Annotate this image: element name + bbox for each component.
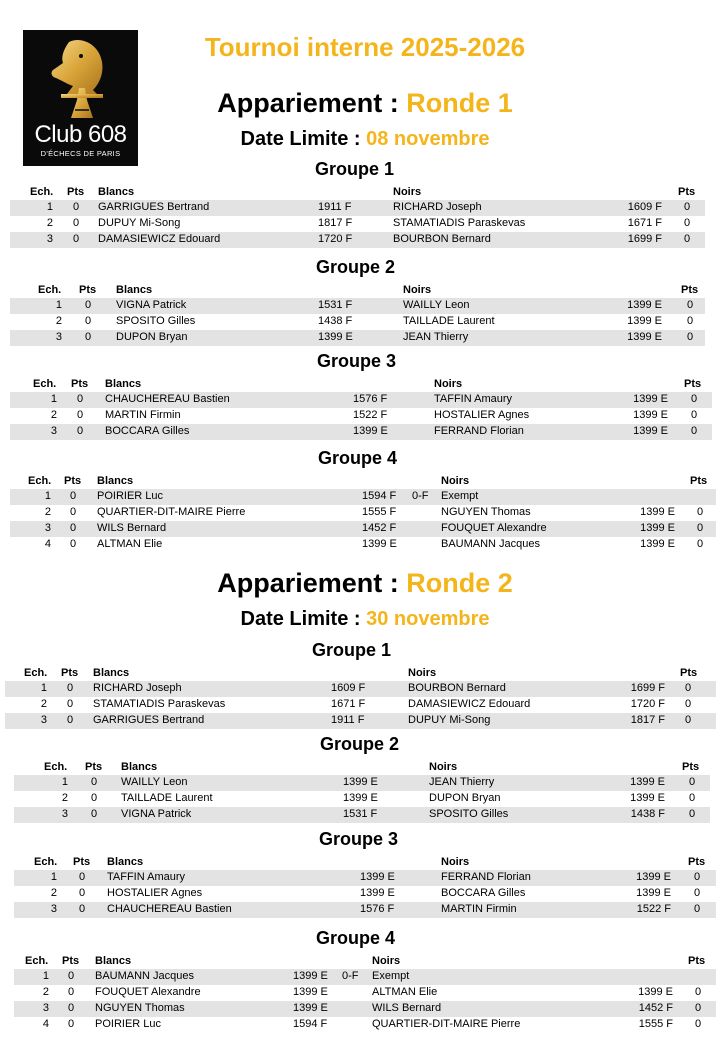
table-row — [10, 408, 712, 424]
white-player-rating: 1399 E — [360, 871, 395, 883]
white-points: 0 — [67, 698, 74, 710]
black-player-name: FERRAND Florian — [434, 425, 524, 437]
white-player-rating: 1399 E — [293, 970, 328, 982]
white-points: 0 — [85, 331, 92, 343]
white-player-name: WAILLY Leon — [121, 776, 188, 788]
white-player-rating: 1399 E — [360, 887, 395, 899]
black-player-name: DUPUY Mi-Song — [408, 714, 491, 726]
header-board: Ech. — [28, 475, 52, 487]
white-player-name: ALTMAN Elie — [97, 538, 163, 550]
header-points: Pts — [62, 955, 80, 967]
black-player-name: BOURBON Bernard — [393, 233, 491, 245]
board-number: 2 — [42, 986, 49, 998]
black-player-rating: 1438 F — [630, 808, 665, 820]
board-number: 1 — [55, 299, 62, 311]
white-player-name: POIRIER Luc — [97, 490, 164, 502]
white-points: 0 — [73, 201, 80, 213]
group-title: Groupe 3 — [319, 829, 399, 849]
white-points: 0 — [77, 393, 84, 405]
board-number: 2 — [40, 698, 47, 710]
header-points: Pts — [79, 284, 97, 296]
black-points: 0 — [697, 538, 704, 550]
table-row — [14, 985, 716, 1001]
black-player-rating: 1699 F — [627, 233, 662, 245]
table-row — [5, 697, 716, 713]
tournament-title: Tournoi interne 2025-2026 — [204, 32, 526, 62]
table-row — [14, 791, 710, 807]
table-row — [10, 424, 712, 440]
header-white: Blancs — [93, 667, 130, 679]
black-player-name: DAMASIEWICZ Edouard — [408, 698, 531, 710]
group-title: Groupe 2 — [320, 734, 400, 754]
white-points: 0 — [85, 315, 92, 327]
white-player-name: TAILLADE Laurent — [121, 792, 213, 804]
round-number-label: Ronde 1 — [406, 88, 513, 118]
white-player-rating: 1911 F — [318, 201, 352, 213]
black-points: 0 — [687, 331, 694, 343]
board-number: 1 — [50, 393, 57, 405]
deadline-heading — [0, 608, 720, 631]
header-board: Ech. — [30, 186, 54, 198]
table-row — [5, 681, 716, 697]
table-header-row — [0, 666, 720, 680]
black-player-rating: 1399 E — [630, 792, 665, 804]
white-player-rating: 1452 F — [362, 522, 397, 534]
table-row — [10, 314, 705, 330]
round-heading — [0, 88, 720, 119]
board-number: 1 — [50, 871, 57, 883]
round-heading-label: Appariement : — [217, 568, 407, 598]
header-board: Ech. — [34, 856, 58, 868]
white-player-name: BAUMANN Jacques — [95, 970, 195, 982]
header-points: Pts — [85, 761, 103, 773]
white-player-rating: 1594 F — [362, 490, 397, 502]
header-points-right: Pts — [690, 475, 708, 487]
table-row — [10, 392, 712, 408]
black-player-name: HOSTALIER Agnes — [434, 409, 530, 421]
white-player-rating: 1720 F — [318, 233, 353, 245]
logo-subtitle: D'ÉCHECS DE PARIS — [40, 149, 121, 158]
round-number-label: Ronde 2 — [406, 568, 513, 598]
header-black: Noirs — [403, 284, 432, 296]
table-row — [14, 902, 716, 918]
white-points: 0 — [73, 217, 80, 229]
header-points-right: Pts — [678, 186, 696, 198]
black-points: 0 — [697, 522, 704, 534]
white-player-name: QUARTIER-DIT-MAIRE Pierre — [97, 506, 246, 518]
black-player-name: BOURBON Bernard — [408, 682, 506, 694]
deadline-value: 30 novembre — [366, 608, 490, 630]
table-row — [10, 330, 705, 346]
white-player-name: WILS Bernard — [97, 522, 167, 534]
black-player-rating: 1399 E — [640, 538, 675, 550]
deadline-value: 08 novembre — [366, 128, 490, 150]
black-points: 0 — [689, 792, 696, 804]
board-number: 4 — [44, 538, 51, 550]
deadline-label: Date Limite : — [240, 128, 367, 150]
table-header-row — [0, 954, 720, 968]
black-player-rating: 1399 E — [627, 331, 662, 343]
white-player-name: FOUQUET Alexandre — [95, 986, 201, 998]
header-points: Pts — [73, 856, 91, 868]
white-points: 0 — [68, 970, 75, 982]
header-white: Blancs — [97, 475, 134, 487]
board-number: 3 — [61, 808, 68, 820]
white-player-name: POIRIER Luc — [95, 1018, 162, 1030]
black-player-rating: 1399 E — [630, 776, 665, 788]
black-points: 0 — [689, 776, 696, 788]
black-player-name: BOCCARA Gilles — [441, 887, 526, 899]
black-player-rating: 1399 E — [640, 506, 675, 518]
board-number: 2 — [55, 315, 62, 327]
header-points-right: Pts — [681, 284, 699, 296]
header-black: Noirs — [408, 667, 437, 679]
header-board: Ech. — [38, 284, 62, 296]
white-points: 0 — [79, 903, 86, 915]
board-number: 1 — [40, 682, 47, 694]
board-number: 4 — [42, 1018, 49, 1030]
black-points: 0 — [684, 201, 691, 213]
white-player-name: RICHARD Joseph — [93, 682, 182, 694]
header-white: Blancs — [116, 284, 153, 296]
black-player-rating: 1399 E — [638, 986, 673, 998]
round-heading — [0, 568, 720, 599]
table-header-row — [0, 760, 720, 774]
header-points-right: Pts — [684, 378, 702, 390]
board-number: 2 — [50, 409, 57, 421]
white-points: 0 — [77, 409, 84, 421]
white-points: 0 — [70, 522, 77, 534]
black-points: 0 — [687, 299, 694, 311]
header-points: Pts — [61, 667, 79, 679]
header-white: Blancs — [95, 955, 132, 967]
black-player-rating: 1399 E — [636, 871, 671, 883]
black-points: 0 — [694, 903, 701, 915]
white-player-name: VIGNA Patrick — [116, 299, 187, 311]
black-player-rating: 1522 F — [636, 903, 671, 915]
black-points: 0 — [685, 698, 692, 710]
white-points: 0 — [70, 538, 77, 550]
white-player-rating: 1522 F — [353, 409, 388, 421]
white-points: 0 — [91, 808, 98, 820]
group-title: Groupe 2 — [316, 257, 396, 277]
white-player-rating: 1399 E — [343, 776, 378, 788]
game-result: 0-F — [412, 490, 429, 502]
white-points: 0 — [79, 871, 86, 883]
game-result: 0-F — [342, 970, 359, 982]
black-player-rating: 1699 F — [630, 682, 665, 694]
black-player-name: FOUQUET Alexandre — [441, 522, 547, 534]
header-points-right: Pts — [688, 955, 706, 967]
white-points: 0 — [68, 1002, 75, 1014]
white-player-rating: 1576 F — [360, 903, 395, 915]
header-board: Ech. — [33, 378, 57, 390]
table-header-row — [0, 185, 720, 199]
black-player-rating: 1399 E — [633, 409, 668, 421]
header-white: Blancs — [105, 378, 142, 390]
black-player-rating: 1720 F — [630, 698, 665, 710]
table-row — [10, 489, 716, 505]
white-player-rating: 1576 F — [353, 393, 388, 405]
header-black: Noirs — [434, 378, 463, 390]
black-player-rating: 1555 F — [638, 1018, 673, 1030]
black-points: 0 — [691, 393, 698, 405]
white-points: 0 — [68, 1018, 75, 1030]
white-player-rating: 1594 F — [293, 1018, 328, 1030]
black-player-rating: 1399 E — [640, 522, 675, 534]
black-player-name: NGUYEN Thomas — [441, 506, 531, 518]
group-title: Groupe 1 — [315, 159, 395, 179]
black-player-name: FERRAND Florian — [441, 871, 531, 883]
board-number: 3 — [40, 714, 47, 726]
black-player-name: DUPON Bryan — [429, 792, 501, 804]
black-points: 0 — [689, 808, 696, 820]
black-player-rating: 1609 F — [627, 201, 662, 213]
white-player-name: SPOSITO Gilles — [116, 315, 196, 327]
group-title: Groupe 4 — [316, 928, 396, 948]
black-player-name: Exempt — [372, 970, 410, 982]
black-player-rating: 1399 E — [633, 393, 668, 405]
black-points: 0 — [695, 986, 702, 998]
board-number: 1 — [46, 201, 53, 213]
white-player-name: TAFFIN Amaury — [107, 871, 186, 883]
black-player-name: WAILLY Leon — [403, 299, 470, 311]
black-player-name: TAFFIN Amaury — [434, 393, 513, 405]
table-row — [14, 1017, 716, 1033]
header-black: Noirs — [441, 475, 470, 487]
black-player-name: SPOSITO Gilles — [429, 808, 509, 820]
white-player-rating: 1609 F — [331, 682, 366, 694]
black-points: 0 — [695, 1018, 702, 1030]
round-heading-label: Appariement : — [217, 88, 407, 118]
black-player-rating: 1399 E — [636, 887, 671, 899]
table-row — [14, 886, 716, 902]
white-player-rating: 1399 E — [293, 1002, 328, 1014]
black-player-rating: 1399 E — [627, 315, 662, 327]
black-points: 0 — [685, 714, 692, 726]
table-row — [10, 200, 705, 216]
black-player-name: JEAN Thierry — [403, 331, 469, 343]
table-row — [14, 870, 716, 886]
white-player-name: MARTIN Firmin — [105, 409, 181, 421]
black-points: 0 — [694, 887, 701, 899]
black-player-name: QUARTIER-DIT-MAIRE Pierre — [372, 1018, 521, 1030]
white-player-rating: 1399 E — [318, 331, 353, 343]
board-number: 1 — [61, 776, 68, 788]
header-board: Ech. — [24, 667, 48, 679]
board-number: 2 — [50, 887, 57, 899]
table-row — [10, 298, 705, 314]
board-number: 3 — [55, 331, 62, 343]
table-header-row — [0, 855, 720, 869]
header-black: Noirs — [372, 955, 401, 967]
header-points: Pts — [67, 186, 85, 198]
header-black: Noirs — [441, 856, 470, 868]
black-points: 0 — [695, 1002, 702, 1014]
white-player-name: HOSTALIER Agnes — [107, 887, 203, 899]
white-player-rating: 1438 F — [318, 315, 353, 327]
board-number: 1 — [44, 490, 51, 502]
black-player-rating: 1817 F — [630, 714, 665, 726]
header-white: Blancs — [98, 186, 135, 198]
header-points: Pts — [64, 475, 82, 487]
white-points: 0 — [70, 490, 77, 502]
white-points: 0 — [91, 792, 98, 804]
board-number: 3 — [44, 522, 51, 534]
black-player-name: Exempt — [441, 490, 479, 502]
white-player-name: CHAUCHEREAU Bastien — [107, 903, 232, 915]
white-player-rating: 1399 E — [293, 986, 328, 998]
logo-club-name: Club 608 — [34, 121, 127, 148]
white-player-name: GARRIGUES Bertrand — [98, 201, 210, 213]
black-points: 0 — [687, 315, 694, 327]
white-points: 0 — [73, 233, 80, 245]
table-row — [14, 775, 710, 791]
board-number: 3 — [50, 425, 57, 437]
white-player-name: DUPON Bryan — [116, 331, 188, 343]
white-player-rating: 1555 F — [362, 506, 397, 518]
table-row — [14, 1001, 716, 1017]
board-number: 2 — [46, 217, 53, 229]
black-player-name: RICHARD Joseph — [393, 201, 482, 213]
black-points: 0 — [694, 871, 701, 883]
table-row — [10, 537, 716, 553]
white-player-rating: 1531 F — [318, 299, 353, 311]
white-player-name: GARRIGUES Bertrand — [93, 714, 205, 726]
table-row — [10, 216, 705, 232]
header-points-right: Pts — [680, 667, 698, 679]
board-number: 3 — [46, 233, 53, 245]
white-player-name: BOCCARA Gilles — [105, 425, 190, 437]
white-player-name: STAMATIADIS Paraskevas — [93, 698, 226, 710]
header-white: Blancs — [121, 761, 158, 773]
black-player-name: BAUMANN Jacques — [441, 538, 541, 550]
white-player-name: DAMASIEWICZ Edouard — [98, 233, 221, 245]
black-player-rating: 1452 F — [638, 1002, 673, 1014]
header-board: Ech. — [44, 761, 68, 773]
group-title: Groupe 4 — [318, 448, 398, 468]
white-player-name: CHAUCHEREAU Bastien — [105, 393, 230, 405]
black-points: 0 — [691, 409, 698, 421]
table-row — [10, 505, 716, 521]
white-player-rating: 1671 F — [331, 698, 366, 710]
black-player-name: TAILLADE Laurent — [403, 315, 495, 327]
white-player-rating: 1911 F — [331, 714, 365, 726]
board-number: 3 — [42, 1002, 49, 1014]
white-points: 0 — [70, 506, 77, 518]
board-number: 1 — [42, 970, 49, 982]
black-player-name: JEAN Thierry — [429, 776, 495, 788]
white-player-name: NGUYEN Thomas — [95, 1002, 185, 1014]
black-points: 0 — [685, 682, 692, 694]
black-points: 0 — [684, 217, 691, 229]
white-points: 0 — [85, 299, 92, 311]
table-header-row — [0, 474, 720, 488]
white-points: 0 — [68, 986, 75, 998]
black-player-rating: 1671 F — [627, 217, 662, 229]
black-points: 0 — [697, 506, 704, 518]
black-points: 0 — [691, 425, 698, 437]
white-player-rating: 1531 F — [343, 808, 378, 820]
header-white: Blancs — [107, 856, 144, 868]
white-player-rating: 1399 E — [362, 538, 397, 550]
header-board: Ech. — [25, 955, 49, 967]
header-points: Pts — [71, 378, 89, 390]
deadline-heading — [0, 128, 720, 151]
deadline-label: Date Limite : — [240, 608, 367, 630]
white-points: 0 — [67, 714, 74, 726]
table-row — [10, 232, 705, 248]
table-row — [14, 807, 710, 823]
white-player-rating: 1399 E — [353, 425, 388, 437]
header-points-right: Pts — [688, 856, 706, 868]
black-player-rating: 1399 E — [627, 299, 662, 311]
black-player-name: STAMATIADIS Paraskevas — [393, 217, 526, 229]
group-title: Groupe 3 — [317, 351, 397, 371]
black-player-name: WILS Bernard — [372, 1002, 442, 1014]
white-points: 0 — [67, 682, 74, 694]
board-number: 3 — [50, 903, 57, 915]
header-points-right: Pts — [682, 761, 700, 773]
white-player-rating: 1817 F — [318, 217, 353, 229]
white-player-name: DUPUY Mi-Song — [98, 217, 181, 229]
table-header-row — [0, 377, 720, 391]
white-player-name: VIGNA Patrick — [121, 808, 192, 820]
table-row — [10, 521, 716, 537]
black-player-name: MARTIN Firmin — [441, 903, 517, 915]
white-points: 0 — [79, 887, 86, 899]
header-black: Noirs — [393, 186, 422, 198]
white-points: 0 — [77, 425, 84, 437]
white-points: 0 — [91, 776, 98, 788]
black-points: 0 — [684, 233, 691, 245]
table-header-row — [0, 283, 720, 297]
white-player-rating: 1399 E — [343, 792, 378, 804]
board-number: 2 — [44, 506, 51, 518]
board-number: 2 — [61, 792, 68, 804]
table-row — [14, 969, 716, 985]
header-black: Noirs — [429, 761, 458, 773]
table-row — [5, 713, 716, 729]
black-player-name: ALTMAN Elie — [372, 986, 438, 998]
black-player-rating: 1399 E — [633, 425, 668, 437]
group-title: Groupe 1 — [312, 640, 392, 660]
